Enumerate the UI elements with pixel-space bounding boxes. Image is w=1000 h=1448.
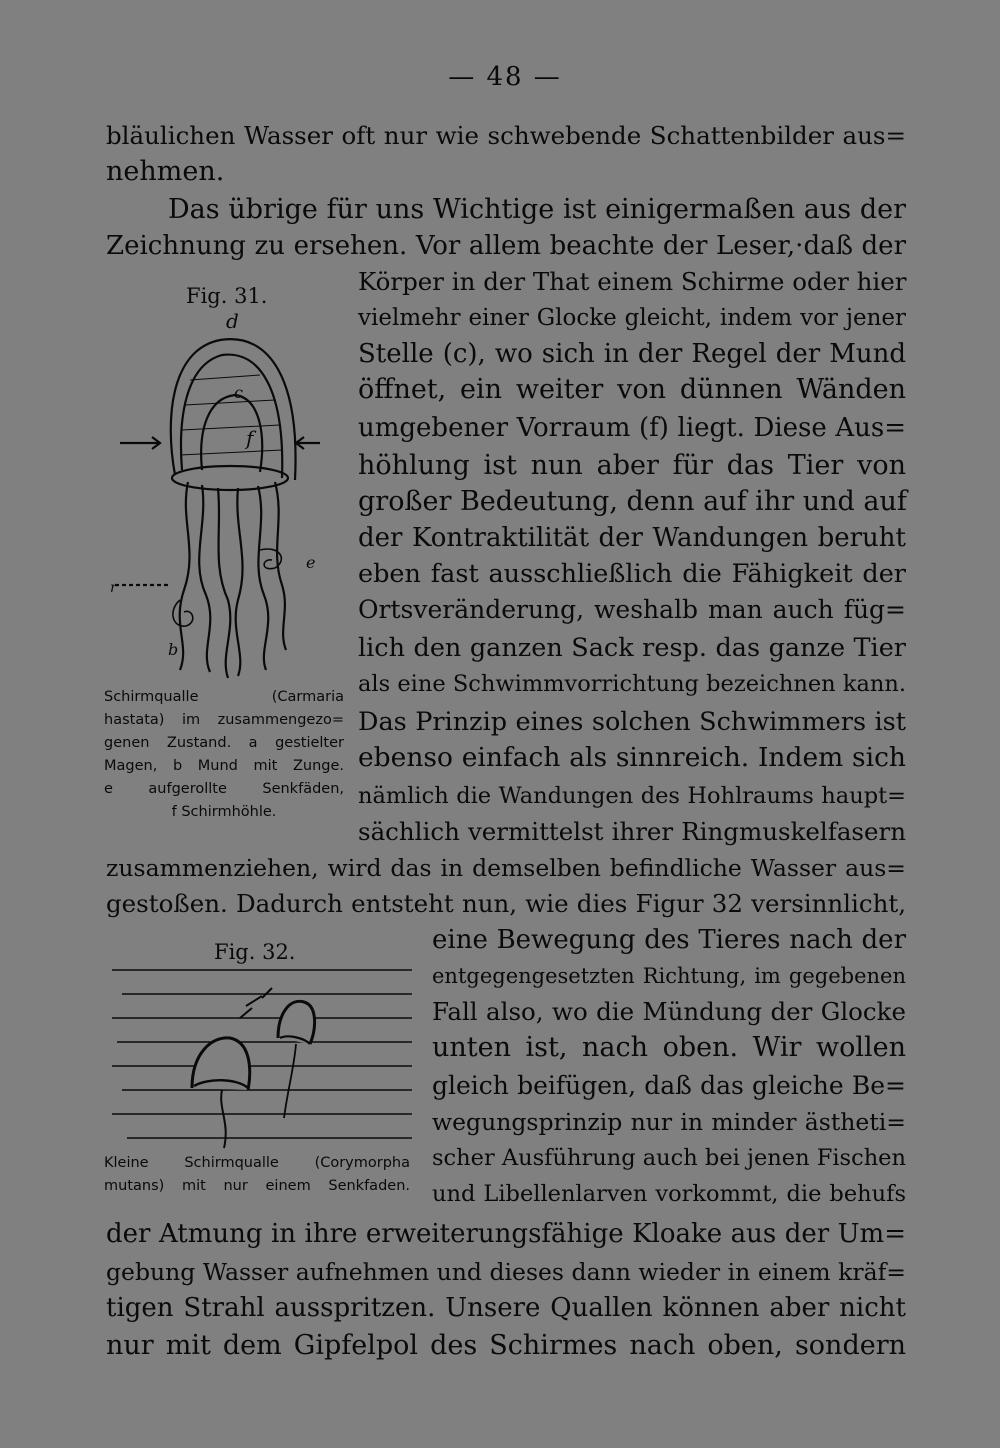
text-line: großer Bedeutung, denn auf ihr und auf bbox=[358, 486, 907, 517]
figure-31-jellyfish-illustration bbox=[110, 310, 330, 690]
figure-31-label: Fig. 31. bbox=[186, 284, 268, 308]
text-line: öffnet, ein weiter von dünnen Wänden bbox=[358, 374, 906, 405]
text-line: ebenso einfach als sinnreich. Indem sich bbox=[358, 742, 906, 773]
text-line: vielmehr einer Glocke gleicht, indem vor jener bbox=[358, 305, 906, 331]
caption-line: Magen, b Mund mit Zunge. bbox=[104, 758, 344, 774]
text-line: nämlich die Wandungen des Hohlraums haupt= bbox=[358, 783, 906, 809]
figure-31-letter-d: d bbox=[226, 310, 239, 333]
text-line: gebung Wasser aufnehmen und dieses dann wieder in einem kräf= bbox=[106, 1258, 906, 1286]
text-line: tigen Strahl ausspritzen. Unsere Quallen können aber nicht bbox=[106, 1293, 906, 1323]
caption-line: genen Zustand. a gestielter bbox=[104, 735, 344, 751]
text-line: bläulichen Wasser oft nur wie schwebende Schattenbilder aus= bbox=[106, 121, 906, 150]
text-line: eine Bewegung des Tieres nach der bbox=[432, 925, 906, 955]
text-line: als eine Schwimmvorrichtung bezeichnen kann. bbox=[358, 671, 906, 697]
text-line: lich den ganzen Sack resp. das ganze Tier bbox=[358, 633, 906, 663]
text-line: scher Ausführung auch bei jenen Fischen bbox=[432, 1145, 906, 1171]
text-line: umgebener Vorraum (f) liegt. Diese Aus= bbox=[358, 413, 906, 443]
page-number: — 48 — bbox=[448, 62, 562, 92]
text-line: Stelle (c), wo sich in der Regel der Mund bbox=[358, 339, 906, 369]
text-line: wegungsprinzip nur in minder ästheti= bbox=[432, 1108, 906, 1136]
text-line: gestoßen. Dadurch entsteht nun, wie dies Figur 32 versinnlicht, bbox=[106, 889, 906, 918]
text-line: sächlich vermittelst ihrer Ringmuskelfasern bbox=[358, 817, 906, 846]
text-line: und Libellenlarven vorkommt, die behufs bbox=[432, 1181, 906, 1207]
text-line: der Atmung in ihre erweiterungsfähige Kloake aus der Um= bbox=[106, 1219, 906, 1249]
caption-line: Schirmqualle (Carmaria bbox=[104, 689, 344, 705]
figure-31-letter-b: b bbox=[168, 640, 179, 659]
caption-line: e aufgerollte Senkfäden, bbox=[104, 781, 344, 797]
text-line: gleich beifügen, daß das gleiche Be= bbox=[432, 1071, 906, 1100]
caption-line: mutans) mit nur einem Senkfaden. bbox=[104, 1178, 410, 1194]
text-line: entgegengesetzten Richtung, im gegebenen bbox=[432, 964, 906, 988]
text-line: nehmen. bbox=[106, 156, 225, 187]
figure-32-label: Fig. 32. bbox=[214, 940, 296, 964]
text-line: eben fast ausschließlich die Fähigkeit der bbox=[358, 559, 906, 589]
text-line: Fall also, wo die Mündung der Glocke bbox=[432, 997, 906, 1026]
caption-line: f Schirmhöhle. bbox=[171, 804, 277, 820]
text-line: der Kontraktilität der Wandungen beruht bbox=[358, 523, 906, 553]
figure-31-letter-f: f bbox=[246, 426, 254, 450]
text-line: Das Prinzip eines solchen Schwimmers ist bbox=[358, 707, 906, 737]
text-line: unten ist, nach oben. Wir wollen bbox=[432, 1032, 906, 1063]
caption-line: hastata) im zusammengezo= bbox=[104, 712, 344, 728]
figure-31-letter-c: c bbox=[234, 383, 243, 402]
caption-line: Kleine Schirmqualle (Corymorpha bbox=[104, 1155, 410, 1171]
text-line: Körper in der That einem Schirme oder hier bbox=[358, 267, 907, 296]
figure-32-caption bbox=[104, 1152, 410, 1198]
figure-32-jellyfish-illustration bbox=[112, 958, 412, 1158]
figure-31-letter-e: e bbox=[306, 553, 316, 572]
figure-31-letter-r: r bbox=[110, 580, 117, 596]
text-line: zusammenziehen, wird das in demselben befindliche Wasser aus= bbox=[106, 854, 906, 882]
text-line: höhlung ist nun aber für das Tier von bbox=[358, 450, 906, 481]
text-line: nur mit dem Gipfelpol des Schirmes nach oben, sondern bbox=[106, 1330, 906, 1361]
text-line: Das übrige für uns Wichtige ist einigermaßen aus der bbox=[168, 194, 906, 225]
text-line: Zeichnung zu ersehen. Vor allem beachte der Leser,·daß der bbox=[106, 231, 906, 261]
figure-31-caption bbox=[104, 686, 344, 824]
text-line: Ortsveränderung, weshalb man auch füg= bbox=[358, 595, 906, 624]
